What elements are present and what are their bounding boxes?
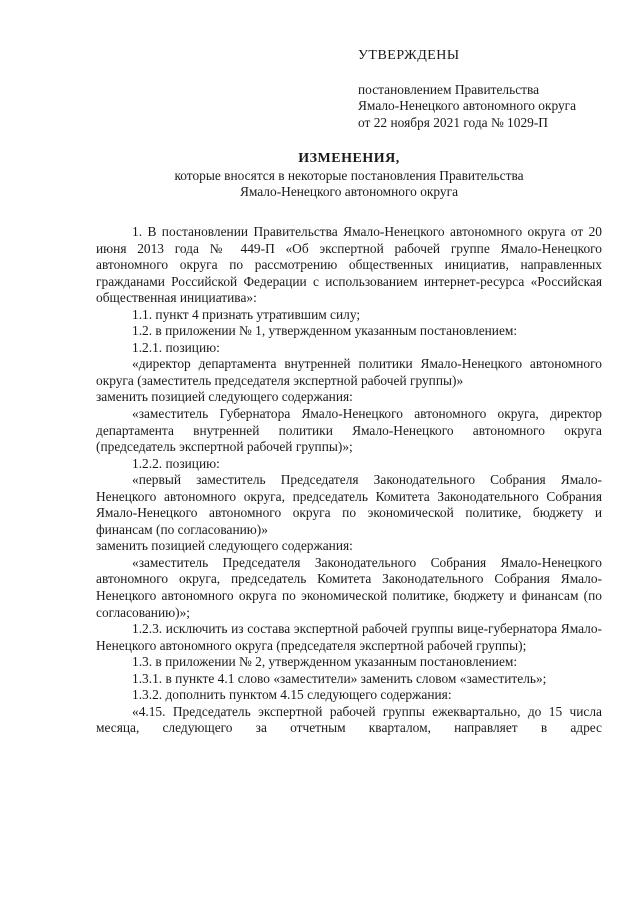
paragraph-1-2-1: 1.2.1. позицию: [132, 339, 220, 355]
approval-line-1: постановлением Правительства [358, 81, 540, 97]
paragraph-1: 1. В постановлении Правительства Ямало-Ненецкого автономного округа от 20 июня 2013 года № 449-П «Об экспертной рабочей группе Ямало-Ненецкого автономного округа по рассмотрению общественных инициатив, направленных гражданами Российской Федерации с использованием интернет-ресурса «Российская общественная инициатива»: [96, 224, 602, 306]
document-title-block [96, 151, 602, 201]
paragraph-quote-new-position-2: «заместитель Председателя Законодательного Собрания Ямало-Ненецкого автономного округа, председатель Комитета Законодательного Собрания Ямало-Ненецкого автономного округа по экономической политике, бюджету и финансам (по согласованию)»; [96, 554, 602, 620]
approval-line-2: Ямало-Ненецкого автономного округа [358, 98, 577, 113]
paragraph-quote-new-position-1: «заместитель Губернатора Ямало-Ненецкого автономного округа, директор департамента внутренней политики Ямало-Ненецкого автономного округа (председатель экспертной рабочей группы)»; [96, 406, 602, 455]
paragraph-1-1: 1.1. пункт 4 признать утратившим силу; [132, 306, 361, 322]
paragraph-replace-1: заменить позицией следующего содержания: [96, 389, 353, 405]
approval-stamp [358, 48, 628, 131]
paragraph-1-3-2: 1.3.2. дополнить пунктом 4.15 следующего содержания: [132, 687, 452, 703]
paragraph-replace-2: заменить позицией следующего содержания: [96, 538, 353, 554]
document-title: ИЗМЕНЕНИЯ, [298, 151, 400, 166]
paragraph-1-2-3: 1.2.3. исключить из состава экспертной рабочей группы вице-губернатора Ямало-Ненецкого автономного округа (председателя экспертной рабочей группы); [96, 621, 602, 653]
paragraph-quote-old-position-1: «директор департамента внутренней политики Ямало-Ненецкого автономного округа (заместитель председателя экспертной рабочей группы)» [96, 356, 602, 388]
paragraph-1-2: 1.2. в приложении № 1, утвержденном указанным постановлением: [132, 323, 518, 339]
paragraph-4-15: «4.15. Председатель экспертной рабочей группы ежеквартально, до 15 числа месяца, следующего за отчетным кварталом, направляет в адрес [96, 703, 602, 736]
approval-line-3: от 22 ноября 2021 года № 1029-П [358, 114, 548, 130]
document-body [96, 224, 602, 737]
document-subtitle-line-2: Ямало-Ненецкого автономного округа [239, 184, 459, 199]
approval-heading: УТВЕРЖДЕНЫ [358, 48, 460, 63]
paragraph-1-3: 1.3. в приложении № 2, утвержденном указанным постановлением: [132, 654, 518, 670]
paragraph-1-3-1: 1.3.1. в пункте 4.1 слово «заместители» заменить словом «заместитель»; [132, 670, 547, 686]
paragraph-1-2-2: 1.2.2. позицию: [132, 455, 220, 471]
paragraph-quote-old-position-2: «первый заместитель Председателя Законодательного Собрания Ямало-Ненецкого автономного округа, председатель Комитета Законодательного Собрания Ямало-Ненецкого автономного округа по экономической политике, бюджету и финансам (по согласованию)» [96, 472, 602, 537]
document-subtitle-line-1: которые вносятся в некоторые постановления Правительства [174, 167, 524, 183]
